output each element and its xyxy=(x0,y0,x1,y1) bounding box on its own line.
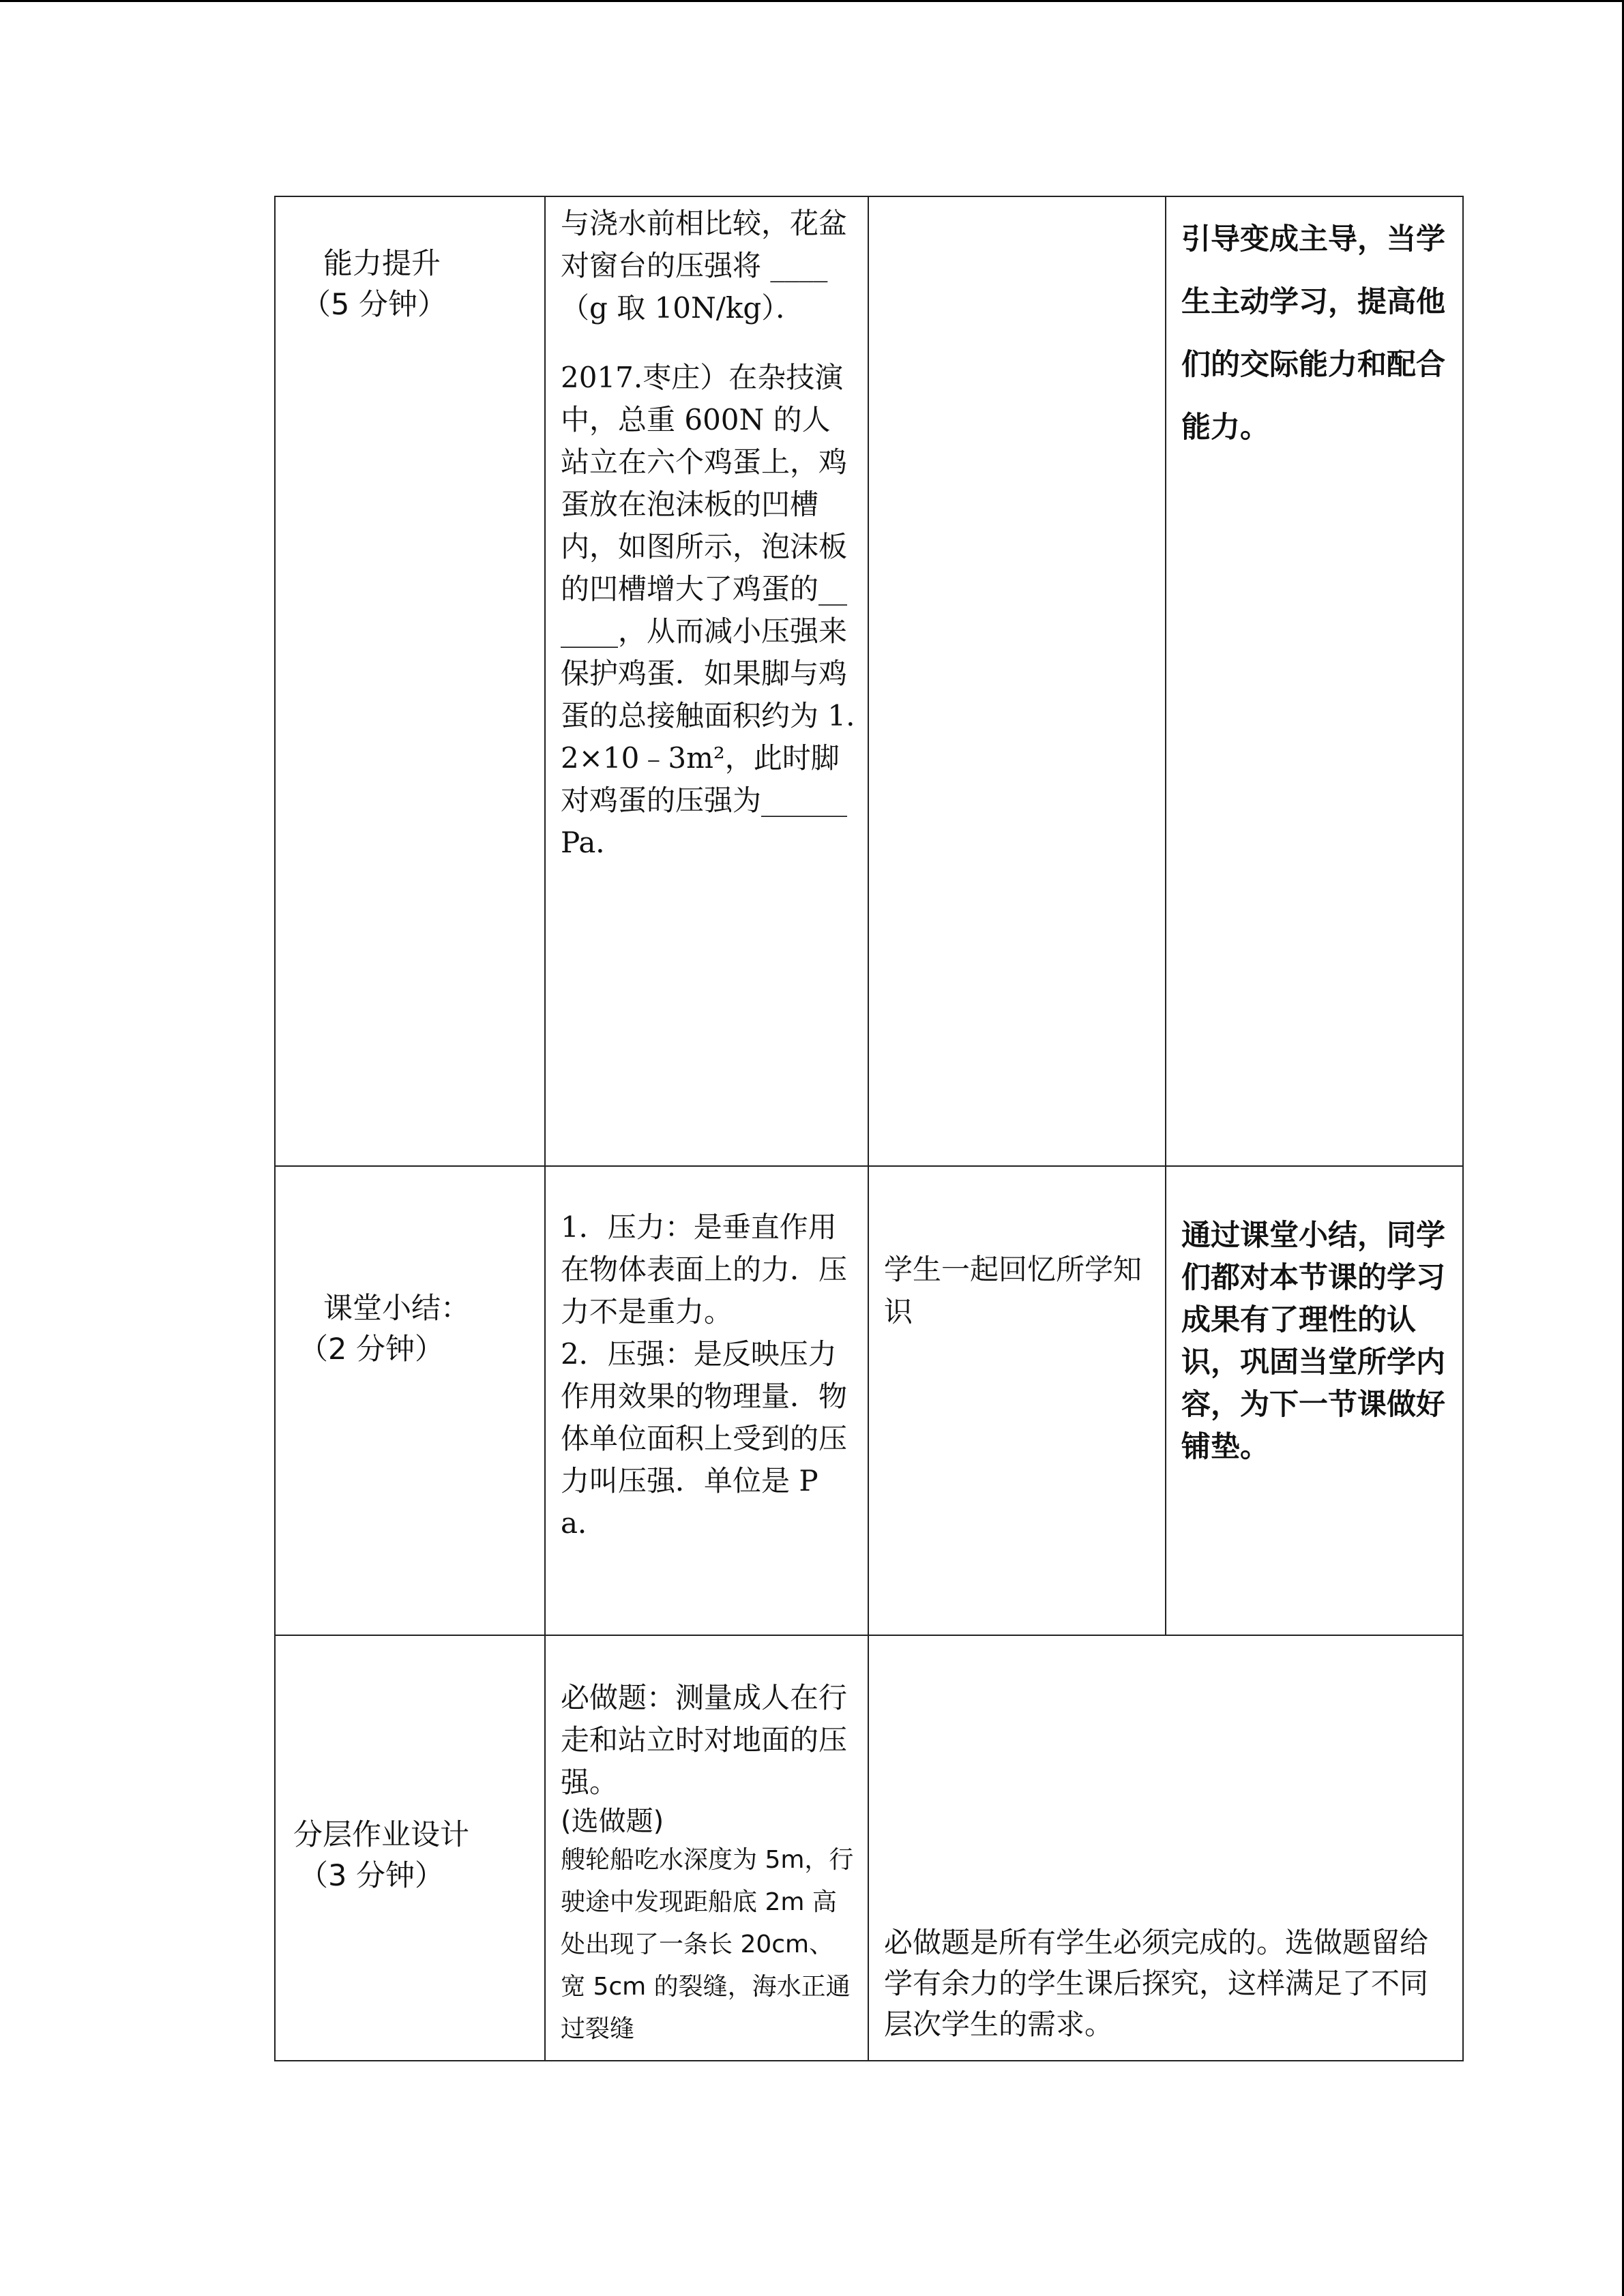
homework-optional-text: 艘轮船吃水深度为 5m，行驶途中发现距船底 2m 高处出现了一条长 20cm、宽 5cm 的裂缝，海水正通过裂缝 xyxy=(561,1846,854,2043)
summary-point-1: 1．压力：是垂直作用在物体表面上的力．压力不是重力。 xyxy=(561,1210,848,1328)
stage-label-homework: 分层作业设计 xyxy=(293,1818,469,1852)
intent-text-homework: 必做题是所有学生必须完成的。选做题留给学有余力的学生课后探究，这样满足了不同层次学生的需求。 xyxy=(884,1926,1429,2041)
homework-optional-label: (选做题) xyxy=(561,1806,664,1837)
stage-label-summary: 课堂小结： xyxy=(323,1292,470,1326)
content-cell-ability xyxy=(545,196,868,1166)
activity-cell-ability xyxy=(868,196,1166,1166)
homework-required: 必做题：测量成人在行走和站立时对地面的压强。 xyxy=(561,1681,848,1799)
content-text-ability-1: 与浇水前相比较，花盆对窗台的压强将 ____（g 取 10N/kg）． xyxy=(561,207,848,325)
activity-text-summary: 学生一起回忆所学知识 xyxy=(884,1253,1142,1328)
lesson-plan-table xyxy=(274,196,1464,2061)
intent-text-summary: 通过课堂小结，同学们都对本节课的学习成果有了理性的认识，巩固当堂所学内容，为下一节课做好铺垫。 xyxy=(1181,1219,1445,1464)
table-row-ability xyxy=(275,196,1463,1166)
table-row-homework xyxy=(275,1635,1463,2061)
activity-cell-summary xyxy=(868,1166,1166,1635)
stage-cell-homework xyxy=(275,1635,545,2061)
content-text-ability-2: 2017.枣庄）在杂技演中，总重 600N 的人站立在六个鸡蛋上，鸡蛋放在泡沫板的凹槽内，如图所示，泡沫板的凹槽增大了鸡蛋的______，从而减小压强来保护鸡蛋．如果脚与鸡蛋的总接触面积约为 1.2×10﹣3m²，此时脚对鸡蛋的压强为______Pa． xyxy=(561,361,855,859)
stage-duration-homework: （3 分钟） xyxy=(299,1859,445,1893)
content-cell-homework xyxy=(545,1635,868,2061)
stage-duration-ability: （5 分钟） xyxy=(301,288,447,322)
intent-cell-summary xyxy=(1166,1166,1463,1635)
stage-label-ability: 能力提升 xyxy=(323,247,441,281)
content-cell-summary xyxy=(545,1166,868,1635)
stage-cell-ability xyxy=(275,196,545,1166)
summary-point-2: 2．压强：是反映压力作用效果的物理量．物体单位面积上受到的压力叫压强．单位是 Pa． xyxy=(561,1337,848,1540)
stage-cell-summary xyxy=(275,1166,545,1635)
page-top-rule xyxy=(0,0,1624,2)
stage-duration-summary: （2 分钟） xyxy=(299,1332,445,1367)
intent-cell-homework xyxy=(868,1635,1463,2061)
table-row-summary xyxy=(275,1166,1463,1635)
intent-text-ability: 引导变成主导，当学生主动学习，提高他们的交际能力和配合能力。 xyxy=(1181,222,1445,445)
intent-cell-ability xyxy=(1166,196,1463,1166)
